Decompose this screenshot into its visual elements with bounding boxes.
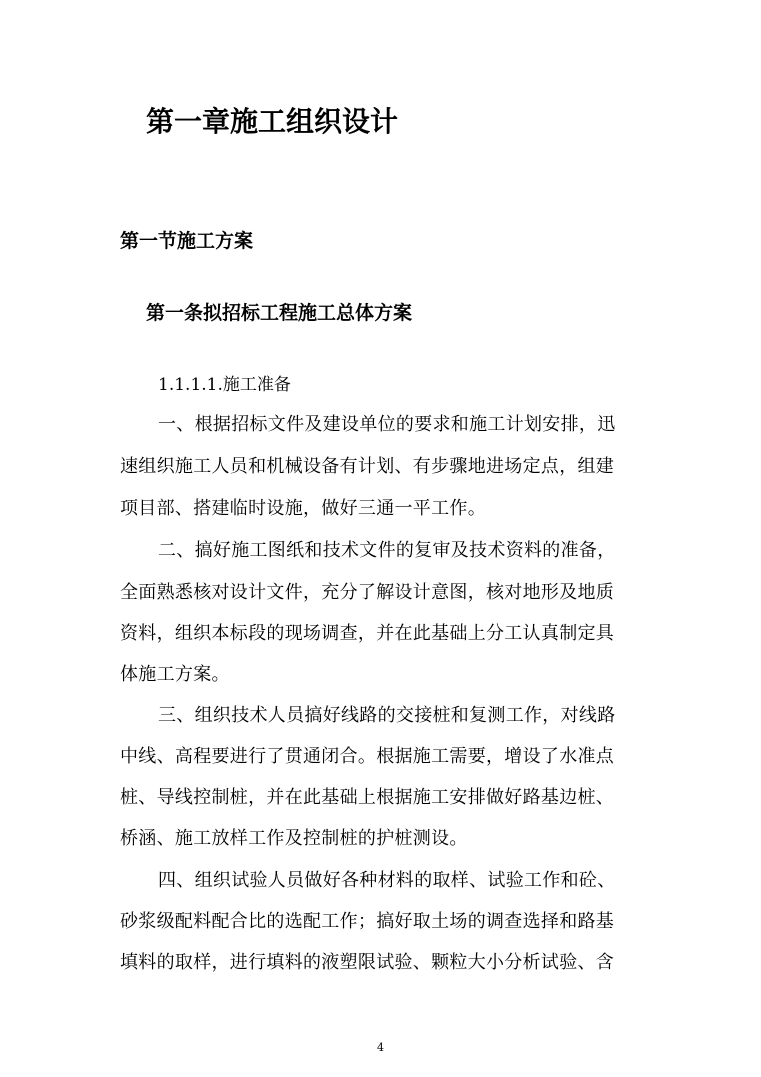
paragraph-3-line-4: 桥涵、施工放样工作及控制桩的护桩测设。 bbox=[120, 828, 468, 849]
section-title: 第一节施工方案 bbox=[120, 230, 254, 252]
paragraph-2-line-4: 体施工方案。 bbox=[120, 664, 230, 685]
paragraph-3-line-3: 桩、导线控制桩，并在此基础上根据施工安排做好路基边桩、 bbox=[120, 787, 615, 808]
page-number: 4 bbox=[377, 1041, 384, 1054]
paragraph-3-line-1: 三、组织技术人员搞好线路的交接桩和复测工作，对线路 bbox=[158, 705, 616, 726]
subsection-label: 1.1.1.1.施工准备 bbox=[158, 375, 291, 395]
paragraph-1-line-2: 速组织施工人员和机械设备有计划、有步骤地进场定点，组建 bbox=[120, 456, 615, 477]
paragraph-2-line-3: 资料，组织本标段的现场调查，并在此基础上分工认真制定具 bbox=[120, 623, 615, 644]
article-title: 第一条拟招标工程施工总体方案 bbox=[146, 302, 413, 324]
paragraph-4-line-3: 填料的取样，进行填料的液塑限试验、颗粒大小分析试验、含 bbox=[120, 952, 615, 973]
paragraph-1-line-3: 项目部、搭建临时设施，做好三通一平工作。 bbox=[120, 498, 486, 519]
paragraph-2-line-2: 全面熟悉核对设计文件，充分了解设计意图，核对地形及地质 bbox=[120, 582, 615, 603]
paragraph-4-line-1: 四、组织试验人员做好各种材料的取样、试验工作和砼、 bbox=[158, 870, 616, 891]
paragraph-3-line-2: 中线、高程要进行了贯通闭合。根据施工需要，增设了水准点 bbox=[120, 746, 615, 767]
chapter-title: 第一章施工组织设计 bbox=[146, 105, 399, 138]
paragraph-1-line-1: 一、根据招标文件及建设单位的要求和施工计划安排，迅 bbox=[158, 414, 616, 435]
paragraph-2-line-1: 二、搞好施工图纸和技术文件的复审及技术资料的准备， bbox=[158, 540, 616, 561]
paragraph-4-line-2: 砂浆级配料配合比的选配工作；搞好取土场的调查选择和路基 bbox=[120, 911, 615, 932]
